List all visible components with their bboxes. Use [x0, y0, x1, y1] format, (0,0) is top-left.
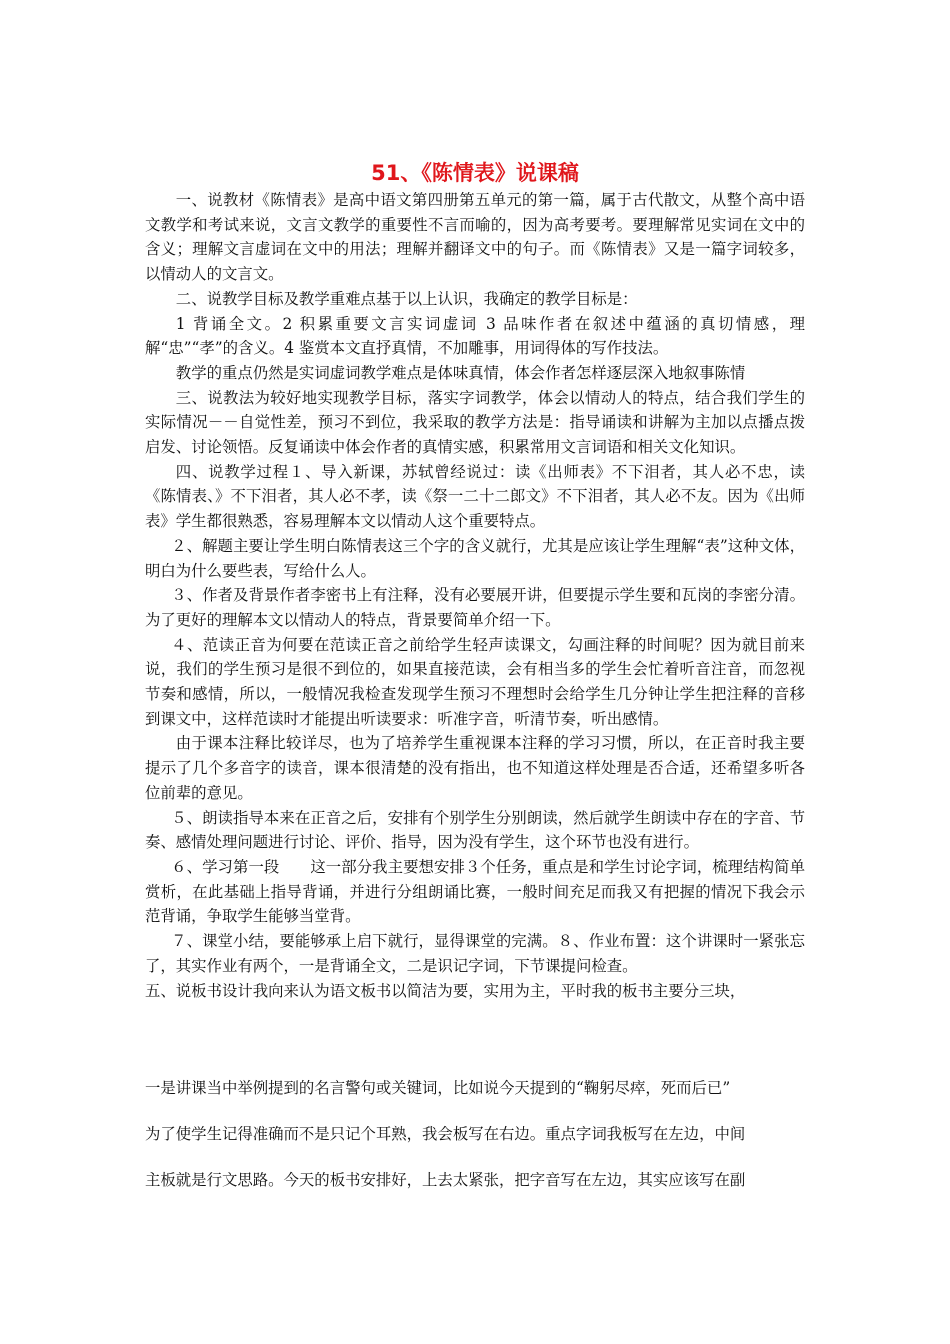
paragraph-goal-list: 1 背诵全文。2 积累重要文言实词虚词 3 品味作者在叙述中蕴涵的真切情感，理解“忠”“孝”的含义。4 鉴赏本文直抒真情，不加雕事，用词得体的写作技法。 — [145, 314, 805, 358]
paragraph-teaching-process: 四、说教学过程１、导入新课，苏轼曾经说过：读《出师表》不下泪者，其人必不忠，读《陈情表、》不下泪者，其人必不孝，读《祭一二十二郎文》不下泪者，其人必不友。因为《出师表》学生都很熟悉，容易理解本文以情动人这个重要特点。 — [145, 462, 805, 531]
paragraph-step-6: ６、学习第一段 这一部分我主要想安排３个任务，重点是和学生讨论字词，梳理结构简单赏析，在此基础上指导背诵，并进行分组朗诵比赛，一般时间充足而我又有把握的情况下我会示范背诵，争取学生能够当堂背。 — [145, 857, 805, 926]
paragraph-annotation-note: 由于课本注释比较详尽，也为了培养学生重视课本注释的学习习惯，所以，在正音时我主要提示了几个多音字的读音，课本很清楚的没有指出，也不知道这样处理是否合适，还希望多听各位前辈的意见。 — [145, 734, 805, 802]
paragraph-step-3: ３、作者及背景作者李密书上有注释，没有必要展开讲，但要提示学生要和瓦岗的李密分清。为了更好的理解本文以情动人的特点，背景要简单介绍一下。 — [145, 586, 805, 629]
paragraph-board-design: 五、说板书设计我向来认为语文板书以简洁为要，实用为主，平时我的板书主要分三块， — [145, 981, 746, 1000]
paragraph-teaching-goals: 二、说教学目标及教学重难点基于以上认识，我确定的教学目标是： — [175, 289, 638, 308]
document-body — [145, 188, 805, 1003]
paragraph-step-2: ２、解题主要让学生明白陈情表这三个字的含义就行，尤其是应该让学生理解“表”这种文体，明白为什么要些表，写给什么人。 — [145, 536, 805, 580]
paragraph-teaching-method: 三、说教法为较好地实现教学目标，落实字词教学，体会以情动人的特点，结合我们学生的实际情况－－自觉性差，预习不到位，我采取的教学方法是：指导诵读和讲解为主加以点播点拨启发、讨论领悟。反复诵读中体会作者的真情实感，积累常用文言词语和相关文化知识。 — [145, 388, 805, 457]
paragraph-step-7: ７、课堂小结，要能够承上启下就行，显得课堂的完满。８、作业布置：这个讲课时一紧张忘了，其实作业有两个，一是背诵全文，二是识记字词，下节课提问检查。 — [145, 932, 805, 975]
paragraph-step-5: ５、朗读指导本来在正音之后，安排有个别学生分别朗读，然后就学生朗读中存在的字音、节奏、感情处理问题进行讨论、评价、指导，因为没有学生，这个环节也没有进行。 — [145, 808, 805, 852]
paragraph-teaching-material: 一、说教材《陈情表》是高中语文第四册第五单元的第一篇，属于古代散文，从整个高中语文教学和考试来说，文言文教学的重要性不言而喻的，因为高考要考。要理解常见实词在文中的含义；理解文言虚词在文中的用法；理解并翻译文中的句子。而《陈情表》又是一篇字词较多，以情动人的文言文。 — [145, 191, 805, 284]
tail-line-3: 主板就是行文思路。今天的板书安排好，上去太紧张，把字音写在左边，其实应该写在副 — [145, 1171, 746, 1189]
paragraph-key-points: 教学的重点仍然是实词虚词教学难点是体味真情，体会作者怎样逐层深入地叙事陈情 — [175, 363, 746, 382]
paragraph-step-4: ４、范读正音为何要在范读正音之前给学生轻声读课文，勾画注释的时间呢？因为就目前来说，我们的学生预习是很不到位的，如果直接范读，会有相当多的学生会忙着听音注音，而忽视节奏和感情，所以，一般情况我检查发现学生预习不理想时会给学生几分钟让学生把注释的音移到课文中，这样范读时才能提出听读要求：听准字音，听清节奏，听出感情。 — [145, 635, 805, 728]
tail-line-2: 为了使学生记得准确而不是只记个耳熟，我会板写在右边。重点字词我板写在左边，中间 — [145, 1125, 746, 1143]
document-title: 51、《陈情表》说课稿 — [371, 161, 579, 185]
tail-line-1: 一是讲课当中举例提到的名言警句或关键词，比如说今天提到的“鞠躬尽瘁，死而后已” — [145, 1079, 731, 1097]
